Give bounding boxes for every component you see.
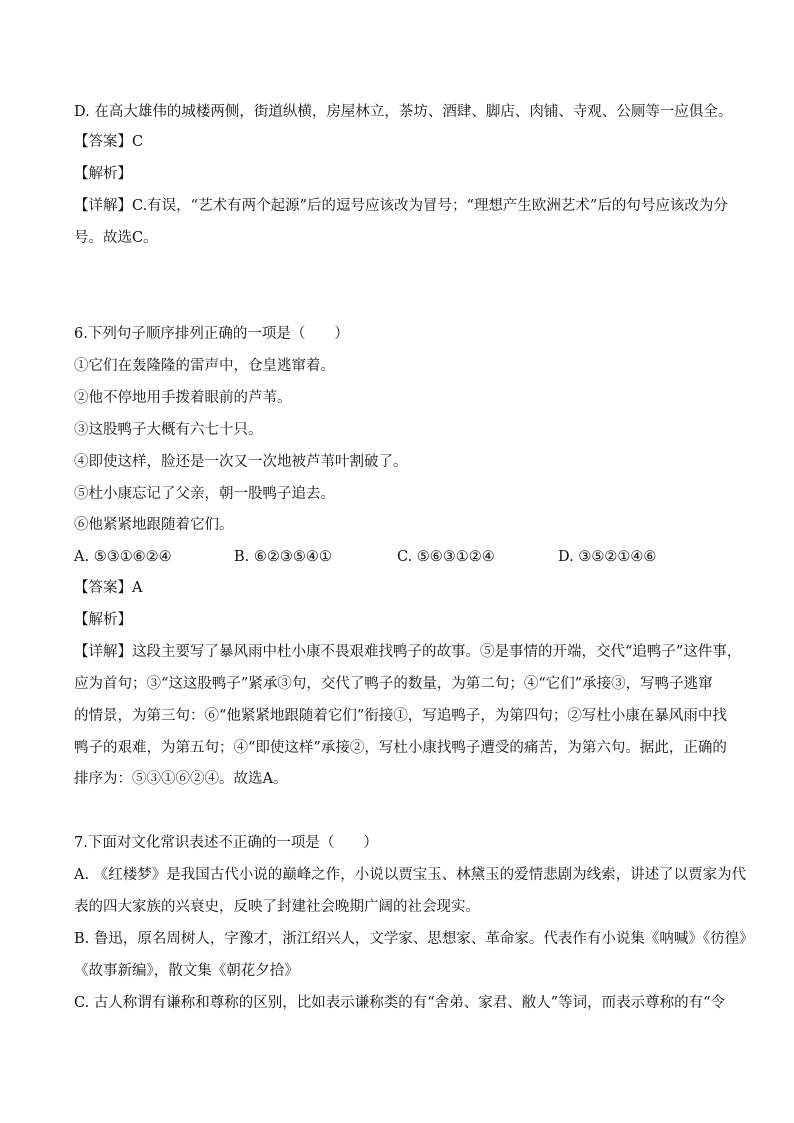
- q6-analysis-tag: 【解析】: [74, 612, 132, 628]
- q6-option-c: C. ⑤⑥③①②④: [397, 549, 495, 565]
- answer-value: A: [132, 580, 143, 596]
- q5-detail-line-2: 号。故选C。: [74, 230, 158, 246]
- q6-sentence-5: ⑤杜小康忘记了父亲，朝一股鸭子追去。: [74, 486, 335, 502]
- q6-stem: 6.下列句子顺序排列正确的一项是（ ）: [74, 326, 349, 342]
- q6-detail-line-3: 的情景，为第三句：⑥“他紧紧地跟随着它们”衔接①，写追鸭子，为第四句；②写杜小康在暴风雨中找: [74, 708, 727, 724]
- q6-sentence-6: ⑥他紧紧地跟随着它们。: [74, 517, 234, 533]
- q7-line-3: B. 鲁迅，原名周树人，字豫才，浙江绍兴人，文学家、思想家、革命家。代表作有小说集《呐喊》《彷徨》: [74, 931, 754, 947]
- answer-tag: 【答案】: [74, 134, 132, 150]
- q7-line-2: 表的四大家族的兴衰史，反映了封建社会晚期广阔的社会现实。: [74, 899, 480, 915]
- detail-text: 这段主要写了暴风雨中杜小康不畏艰难找鸭子的故事。⑤是事情的开端，交代“追鸭子”这件事，: [132, 644, 742, 660]
- detail-tag: 【详解】: [74, 644, 132, 660]
- q6-option-b: B. ⑥②③⑤④①: [234, 549, 332, 565]
- q6-sentence-3: ③这股鸭子大概有六七十只。: [74, 422, 263, 438]
- q5-option-d: D. 在高大雄伟的城楼两侧，街道纵横，房屋林立，茶坊、酒肆、脚店、肉铺、寺观、公厕等一应俱全。: [74, 104, 733, 120]
- q6-answer-line: [74, 578, 734, 598]
- q6-sentence-2: ②他不停地用手拨着眼前的芦苇。: [74, 390, 292, 406]
- q6-detail-line-5: 排序为：⑤③①⑥②④。故选A。: [74, 771, 288, 787]
- detail-text: C.有误，“艺术有两个起源”后的逗号应该改为冒号；“理想产生欧洲艺术”后的句号应该改为分: [132, 198, 728, 214]
- detail-tag: 【详解】: [74, 198, 132, 214]
- q5-detail-line-1: [74, 196, 734, 216]
- q7-line-5: C. 古人称谓有谦称和尊称的区别，比如表示谦称类的有“舍弟、家君、敝人”等词，而表示尊称的有“令: [74, 995, 726, 1011]
- q5-answer-line: [74, 132, 734, 152]
- q7-stem: 7.下面对文化常识表述不正确的一项是（ ）: [74, 835, 378, 851]
- q7-line-1: A. 《红楼梦》是我国古代小说的巅峰之作，小说以贾宝玉、林黛玉的爱情悲剧为线索，讲述了以贾家为代: [74, 867, 747, 883]
- q6-sentence-4: ④即使这样，脸还是一次又一次地被芦苇叶割破了。: [74, 454, 408, 470]
- q6-detail-line-2: 应为首句；③“这这股鸭子”紧承③句，交代了鸭子的数量，为第二句；④“它们”承接③，写鸭子逃窜: [74, 676, 713, 692]
- q6-option-d: D. ③⑤②①④⑥: [558, 549, 657, 565]
- q6-detail-line-1: [74, 642, 742, 662]
- q5-analysis-tag: 【解析】: [74, 166, 132, 182]
- q6-option-a: A. ⑤③①⑥②④: [74, 549, 172, 565]
- answer-value: C: [132, 134, 144, 150]
- q7-line-4: 《故事新编》，散文集《朝花夕拾》: [74, 963, 299, 979]
- q6-detail-line-4: 鸭子的艰难，为第五句；④“即使这样”承接②，写杜小康找鸭子遭受的痛苦，为第六句。据此，正确的: [74, 740, 727, 756]
- answer-tag: 【答案】: [74, 580, 132, 596]
- q6-sentence-1: ①它们在轰隆隆的雷声中，仓皇逃窜着。: [74, 358, 335, 374]
